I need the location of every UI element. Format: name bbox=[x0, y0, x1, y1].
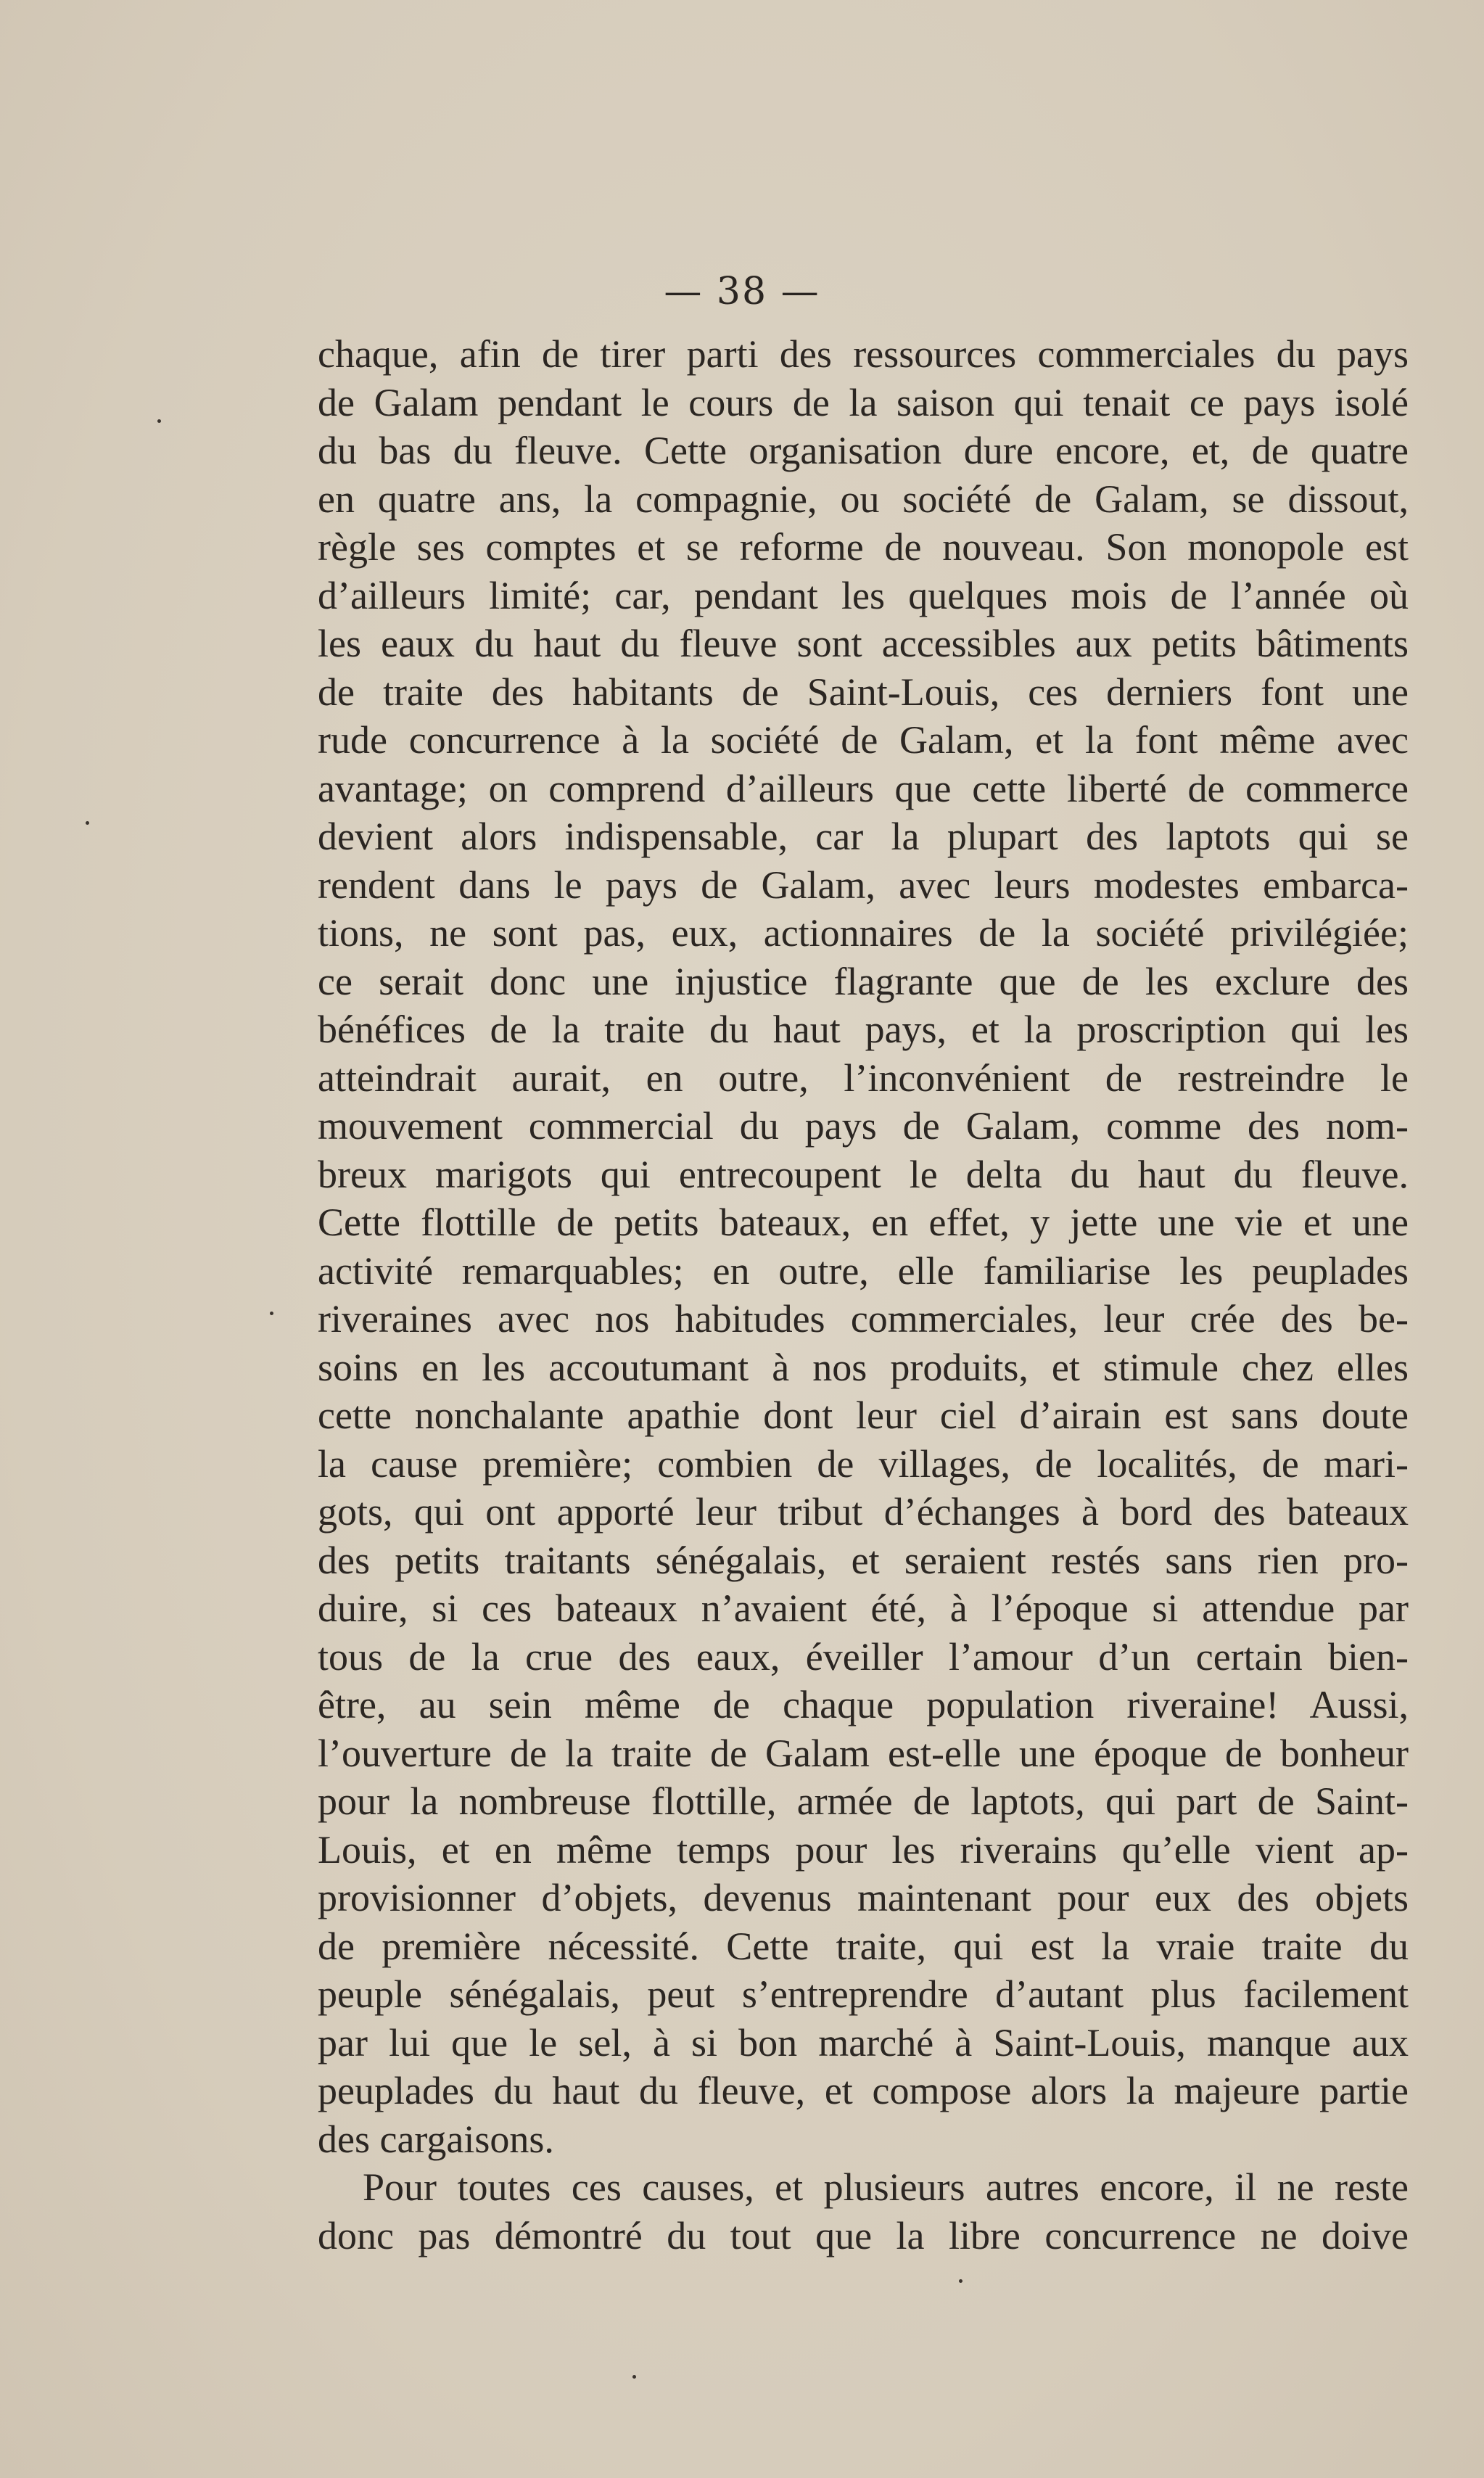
text-line: par lui que le sel, à si bon marché à Saint-Louis, manque aux bbox=[318, 2020, 1409, 2065]
text-line: pour la nombreuse flottille, armée de laptots, qui part de Saint- bbox=[318, 1779, 1409, 1823]
text-line: Louis, et en même temps pour les riverains qu’elle vient ap- bbox=[318, 1827, 1409, 1872]
text-line: l’ouverture de la traite de Galam est-elle une époque de bonheur bbox=[318, 1731, 1409, 1775]
text-line: donc pas démontré du tout que la libre concurrence ne doive bbox=[318, 2213, 1409, 2257]
text-line: rendent dans le pays de Galam, avec leurs modestes embarca- bbox=[318, 863, 1409, 907]
text-line: en quatre ans, la compagnie, ou société de Galam, se dissout, bbox=[318, 477, 1409, 521]
paper-speck bbox=[632, 2375, 636, 2379]
text-line: activité remarquables; en outre, elle familiarise les peuplades bbox=[318, 1248, 1409, 1293]
text-line: des petits traitants sénégalais, et seraient restés sans rien pro- bbox=[318, 1538, 1409, 1582]
text-line: la cause première; combien de villages, de localités, de mari- bbox=[318, 1441, 1409, 1486]
paper-speck bbox=[157, 419, 161, 423]
text-line: les eaux du haut du fleuve sont accessibles aux petits bâtiments bbox=[318, 622, 1409, 665]
text-line: chaque, afin de tirer parti des ressources commerciales du pays bbox=[318, 332, 1409, 376]
text-line: de première nécessité. Cette traite, qui est la vraie traite du bbox=[318, 1924, 1409, 1968]
body-text bbox=[318, 330, 1409, 2260]
text-line: gots, qui ont apporté leur tribut d’échanges à bord des bateaux bbox=[318, 1490, 1409, 1534]
paper-speck bbox=[86, 821, 89, 825]
text-line: ce serait donc une injustice flagrante que de les exclure des bbox=[318, 959, 1409, 1003]
text-line: d’ailleurs limité; car, pendant les quelques mois de l’année où bbox=[318, 573, 1409, 617]
text-line: soins en les accoutumant à nos produits, et stimule chez elles bbox=[318, 1345, 1409, 1389]
text-line: être, au sein même de chaque population riveraine! Aussi, bbox=[318, 1683, 1409, 1726]
text-line: riveraines avec nos habitudes commerciales, leur crée des be- bbox=[318, 1297, 1409, 1341]
text-line: breux marigots qui entrecoupent le delta du haut du fleuve. bbox=[318, 1152, 1409, 1196]
text-line: Cette flottille de petits bateaux, en effet, y jette une vie et une bbox=[318, 1201, 1409, 1244]
page-number-header: — 38 — bbox=[664, 270, 820, 313]
text-line: tions, ne sont pas, eux, actionnaires de la société privilégiée; bbox=[318, 911, 1409, 955]
text-line: peuplades du haut du fleuve, et compose alors la majeure partie bbox=[318, 2069, 1409, 2112]
text-line: avantage; on comprend d’ailleurs que cette liberté de commerce bbox=[318, 766, 1409, 810]
paper-speck bbox=[959, 2279, 962, 2283]
text-line: cette nonchalante apathie dont leur ciel d’airain est sans doute bbox=[318, 1394, 1409, 1437]
text-line: duire, si ces bateaux n’avaient été, à l’époque si attendue par bbox=[318, 1586, 1409, 1630]
text-line: devient alors indispensable, car la plupart des laptots qui se bbox=[318, 815, 1409, 858]
text-line: peuple sénégalais, peut s’entreprendre d’autant plus facilement bbox=[318, 1972, 1409, 2016]
text-line: de Galam pendant le cours de la saison qui tenait ce pays isolé bbox=[318, 380, 1409, 424]
paragraph-start-line: Pour toutes ces causes, et plusieurs autres encore, il ne reste bbox=[363, 2165, 1409, 2209]
text-line: bénéfices de la traite du haut pays, et la proscription qui les bbox=[318, 1008, 1409, 1051]
text-line: provisionner d’objets, devenus maintenant pour eux des objets bbox=[318, 1876, 1409, 1919]
text-line: mouvement commercial du pays de Galam, comme des nom- bbox=[318, 1104, 1409, 1148]
text-line: du bas du fleuve. Cette organisation dure encore, et, de quatre bbox=[318, 429, 1409, 472]
text-line: atteindrait aurait, en outre, l’inconvénient de restreindre le bbox=[318, 1055, 1409, 1100]
text-line: rude concurrence à la société de Galam, et la font même avec bbox=[318, 718, 1409, 762]
paragraph-end-line: des cargaisons. bbox=[318, 2117, 554, 2161]
text-line: tous de la crue des eaux, éveiller l’amour d’un certain bien- bbox=[318, 1634, 1409, 1679]
paper-speck bbox=[270, 1312, 273, 1315]
text-line: de traite des habitants de Saint-Louis, ces derniers font une bbox=[318, 670, 1409, 714]
text-line: règle ses comptes et se reforme de nouveau. Son monopole est bbox=[318, 525, 1409, 569]
